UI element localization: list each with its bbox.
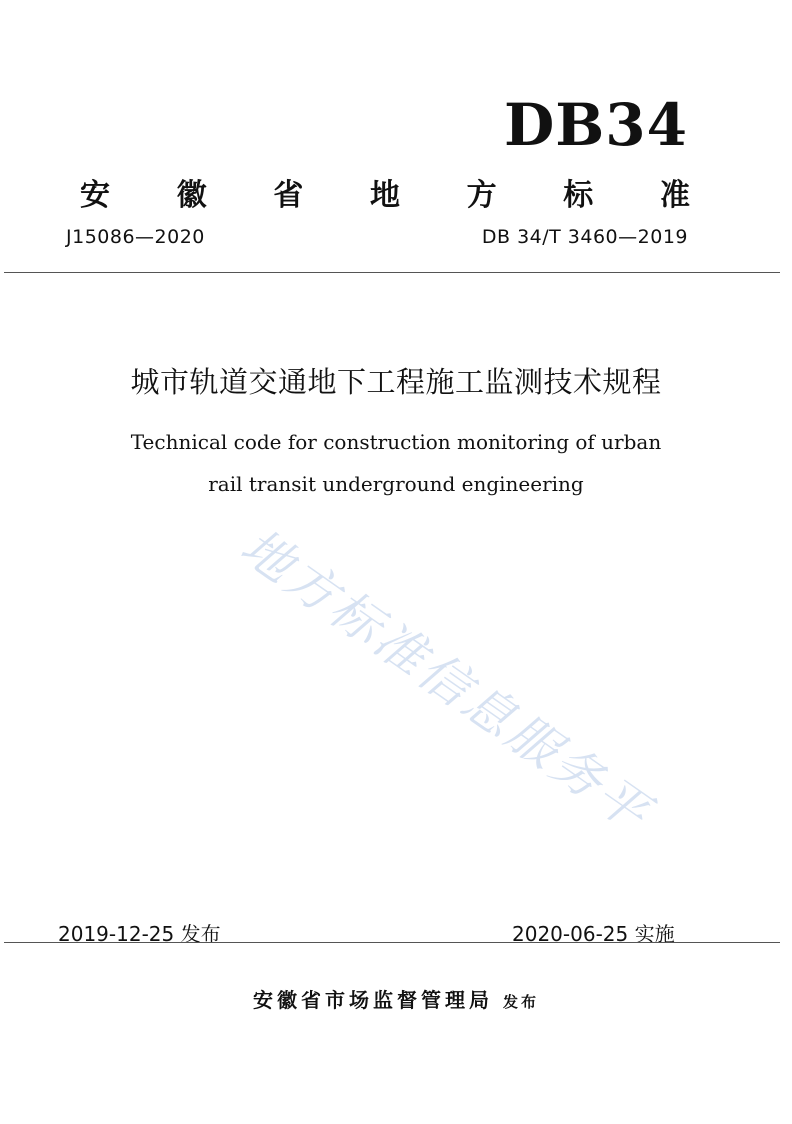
- title-chinese: 城市轨道交通地下工程施工监测技术规程: [130, 365, 662, 399]
- top-divider: [4, 272, 780, 273]
- category-char: 徽: [176, 178, 207, 213]
- category-char: 方: [466, 178, 497, 213]
- category-char: 省: [273, 178, 304, 213]
- standard-category: [80, 170, 690, 214]
- bottom-divider: [4, 942, 780, 943]
- category-char: 标: [563, 178, 594, 213]
- standard-number: DB 34/T 3460—2019: [481, 226, 688, 248]
- publisher: [0, 984, 792, 1013]
- category-char: 准: [659, 178, 690, 213]
- title-english-line-1: Technical code for construction monitoring of urban: [130, 430, 662, 454]
- publisher-name: 安徽省市场监督管理局: [252, 988, 493, 1012]
- implementation-date: 2020-06-25 实施: [512, 922, 675, 946]
- category-char: 安: [80, 178, 110, 213]
- standard-code: DB34: [503, 91, 688, 159]
- watermark: 地方标准信息服务平: [230, 517, 662, 844]
- publisher-suffix: 发布: [502, 993, 539, 1011]
- issue-date: 2019-12-25 发布: [58, 922, 221, 946]
- record-number: J15086—2020: [66, 226, 205, 248]
- title-english-line-2: rail transit underground engineering: [208, 472, 584, 496]
- category-char: 地: [369, 178, 400, 213]
